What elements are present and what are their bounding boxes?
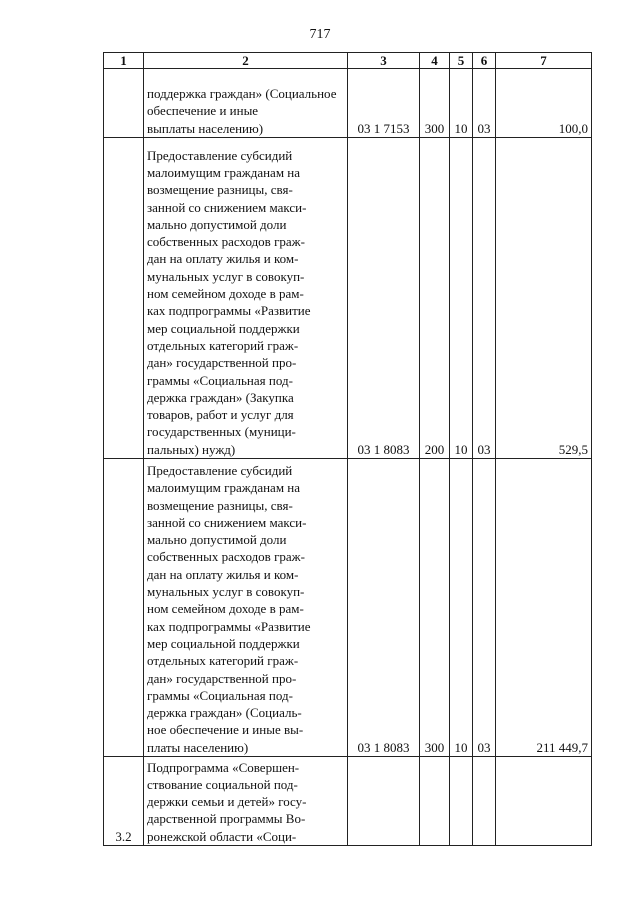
row-description: Предоставление субсидий малоимущим гражданам на возмещение разницы, свя- занной со снижением макси- мально допустимой доли собственных расходов граж- дан на оплату жилья и ком- мунальных услуг в совокуп- ном семейном доходе в рам- ках подпрограммы «Развитие мер социальной поддержки отдельных категорий граж- дан» государственной про- граммы «Социальная под- держка граждан» (Закупка товаров, работ и услуг для государственных (муници- пальных) нужд): [144, 138, 348, 459]
column-header-1: 1: [104, 53, 144, 69]
row-target-code: [348, 757, 420, 846]
row-description: поддержка граждан» (Социальное обеспечение и иные выплаты населению): [144, 69, 348, 138]
row-target-code: 03 1 8083: [348, 459, 420, 757]
table-row: [104, 138, 592, 459]
table-row: [104, 459, 592, 757]
row-number: 3.2: [104, 757, 144, 846]
row-amount: 529,5: [496, 138, 592, 459]
row-number: [104, 138, 144, 459]
row-subsection: [473, 757, 496, 846]
row-target-code: 03 1 7153: [348, 69, 420, 138]
row-number: [104, 459, 144, 757]
row-expense-type: 200: [420, 138, 450, 459]
row-section: 10: [450, 459, 473, 757]
row-subsection: 03: [473, 69, 496, 138]
row-expense-type: [420, 757, 450, 846]
column-header-6: 6: [473, 53, 496, 69]
page-number: 717: [309, 27, 331, 42]
row-section: [450, 757, 473, 846]
row-subsection: 03: [473, 459, 496, 757]
row-target-code: 03 1 8083: [348, 138, 420, 459]
budget-table: [103, 52, 592, 846]
column-header-7: 7: [496, 53, 592, 69]
row-section: 10: [450, 69, 473, 138]
column-header-3: 3: [348, 53, 420, 69]
column-header-5: 5: [450, 53, 473, 69]
row-amount: [496, 757, 592, 846]
table-row: [104, 69, 592, 138]
row-amount: 100,0: [496, 69, 592, 138]
column-header-4: 4: [420, 53, 450, 69]
row-description: Предоставление субсидий малоимущим гражданам на возмещение разницы, свя- занной со снижением макси- мально допустимой доли собственных расходов граж- дан на оплату жилья и ком- мунальных услуг в совокуп- ном семейном доходе в рам- ках подпрограммы «Развитие мер социальной поддержки отдельных категорий граж- дан» государственной про- граммы «Социальная под- держка граждан» (Социаль- ное обеспечение и иные вы- платы населению): [144, 459, 348, 757]
row-amount: 211 449,7: [496, 459, 592, 757]
row-number: [104, 69, 144, 138]
header-row: [104, 53, 592, 69]
column-header-2: 2: [144, 53, 348, 69]
row-expense-type: 300: [420, 459, 450, 757]
row-subsection: 03: [473, 138, 496, 459]
row-section: 10: [450, 138, 473, 459]
row-description: Подпрограмма «Совершен- ствование социальной под- держки семьи и детей» госу- дарственной программы Во- ронежской области «Соци-: [144, 757, 348, 846]
row-expense-type: 300: [420, 69, 450, 138]
table-row: [104, 757, 592, 846]
